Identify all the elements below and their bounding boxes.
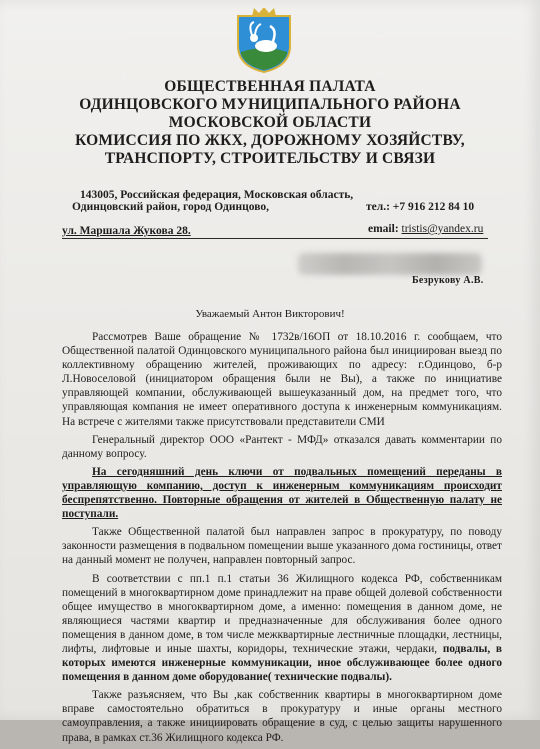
- letter-body: [62, 330, 502, 749]
- header-divider: [62, 238, 488, 239]
- org-name-line3: МОСКОВСКОЙ ОБЛАСТИ: [168, 114, 372, 131]
- paragraph-6: Также разъясняем, что Вы ,как собственник квартиры в многоквартирном доме вправе самостоятельно обратиться в прокуратуру и иные органы местного самоуправления, а также инициировать обращение в суд, с целью защиты нарушенного права, в рамках ст.36 Жилищного кодекса РФ.: [62, 689, 502, 744]
- recipient-name: Безрукову А.В.: [412, 275, 484, 286]
- email-label: email:: [368, 223, 399, 235]
- paragraph-5-text: В соответствии с пп.1 п.1 статьи 36 Жилищного кодекса РФ, собственникам помещений в многоквартирном доме принадлежит на праве общей долевой собственности общее имущество в многоквартирном доме, а именно: помещения в данном доме, не являющиеся частями квартир и предназначенные для обслуживания более одного помещения в данном доме, в том числе межквартирные лестничные площадки, лестницы, лифты, лифтовые и иные шахты, коридоры, технические этажи, чердаки,: [62, 572, 502, 655]
- paragraph-1: Рассмотрев Ваше обращение № 1732в/16ОП от 18.10.2016 г. сообщаем, что Общественной палатой Одинцовского муниципального района был инициирован выезд по коллективному обращению жителей, проживающих по адресу: г.Одинцово, б-р Л.Новоселовой (инициатором обращения были не Вы), а также по инициативе управляющей компании, обслуживающей вышеуказанный дом, на предмет того, что управляющая компания не имеет оперативного доступа к инженерным коммуникациям. На встрече с жителями также присутствовали представители СМИ: [62, 331, 502, 428]
- salutation: Уважаемый Антон Викторович!: [195, 308, 345, 320]
- paragraph-2: Генеральный директор ООО «Рантект - МФД» отказался давать комментарии по данному вопросу.: [62, 433, 502, 460]
- commission-line1: КОМИССИЯ ПО ЖКХ, ДОРОЖНОМУ ХОЗЯЙСТВУ,: [75, 132, 465, 149]
- coat-of-arms-emblem: [232, 8, 296, 74]
- paragraph-4: Также Общественной палатой был направлен запрос в прокуратуру, по поводу законности размещения в подвальном помещении выше указанного дома гостиницы, ответ на данный момент не получен, направлен повторный запрос.: [62, 526, 502, 567]
- paragraph-5: [62, 572, 502, 685]
- paragraph-5-bold: подвалы, в которых имеются инженерные коммуникации, иное обслуживающее более одного помещения в данном доме оборудование( технические подвалы).: [62, 642, 502, 684]
- address-line2: Одинцовский район, город Одинцово,: [72, 201, 269, 213]
- redacted-recipient-block: [298, 253, 482, 275]
- paragraph-3: На сегодняшний день ключи от подвальных помещений переданы в управляющую компанию, доступ к инженерным коммуникациям происходит беспрепятственно. Повторные обращения от жителей в Общественную палату не поступали.: [62, 465, 502, 521]
- email-block: [368, 222, 483, 236]
- email-link[interactable]: tristis@yandex.ru: [401, 223, 484, 235]
- phone-number: тел.: +7 916 212 84 10: [366, 201, 475, 213]
- org-name-line2: ОДИНЦОВСКОГО МУНИЦИПАЛЬНОГО РАЙОНА: [79, 96, 461, 113]
- address-line3: ул. Маршала Жукова 28.: [62, 225, 191, 237]
- commission-line2: ТРАНСПОРТУ, СТРОИТЕЛЬСТВУ И СВЯЗИ: [104, 150, 436, 167]
- org-name-line1: ОБЩЕСТВЕННАЯ ПАЛАТА: [164, 78, 376, 95]
- address-line1: 143005, Российская федерация, Московская область,: [80, 189, 354, 201]
